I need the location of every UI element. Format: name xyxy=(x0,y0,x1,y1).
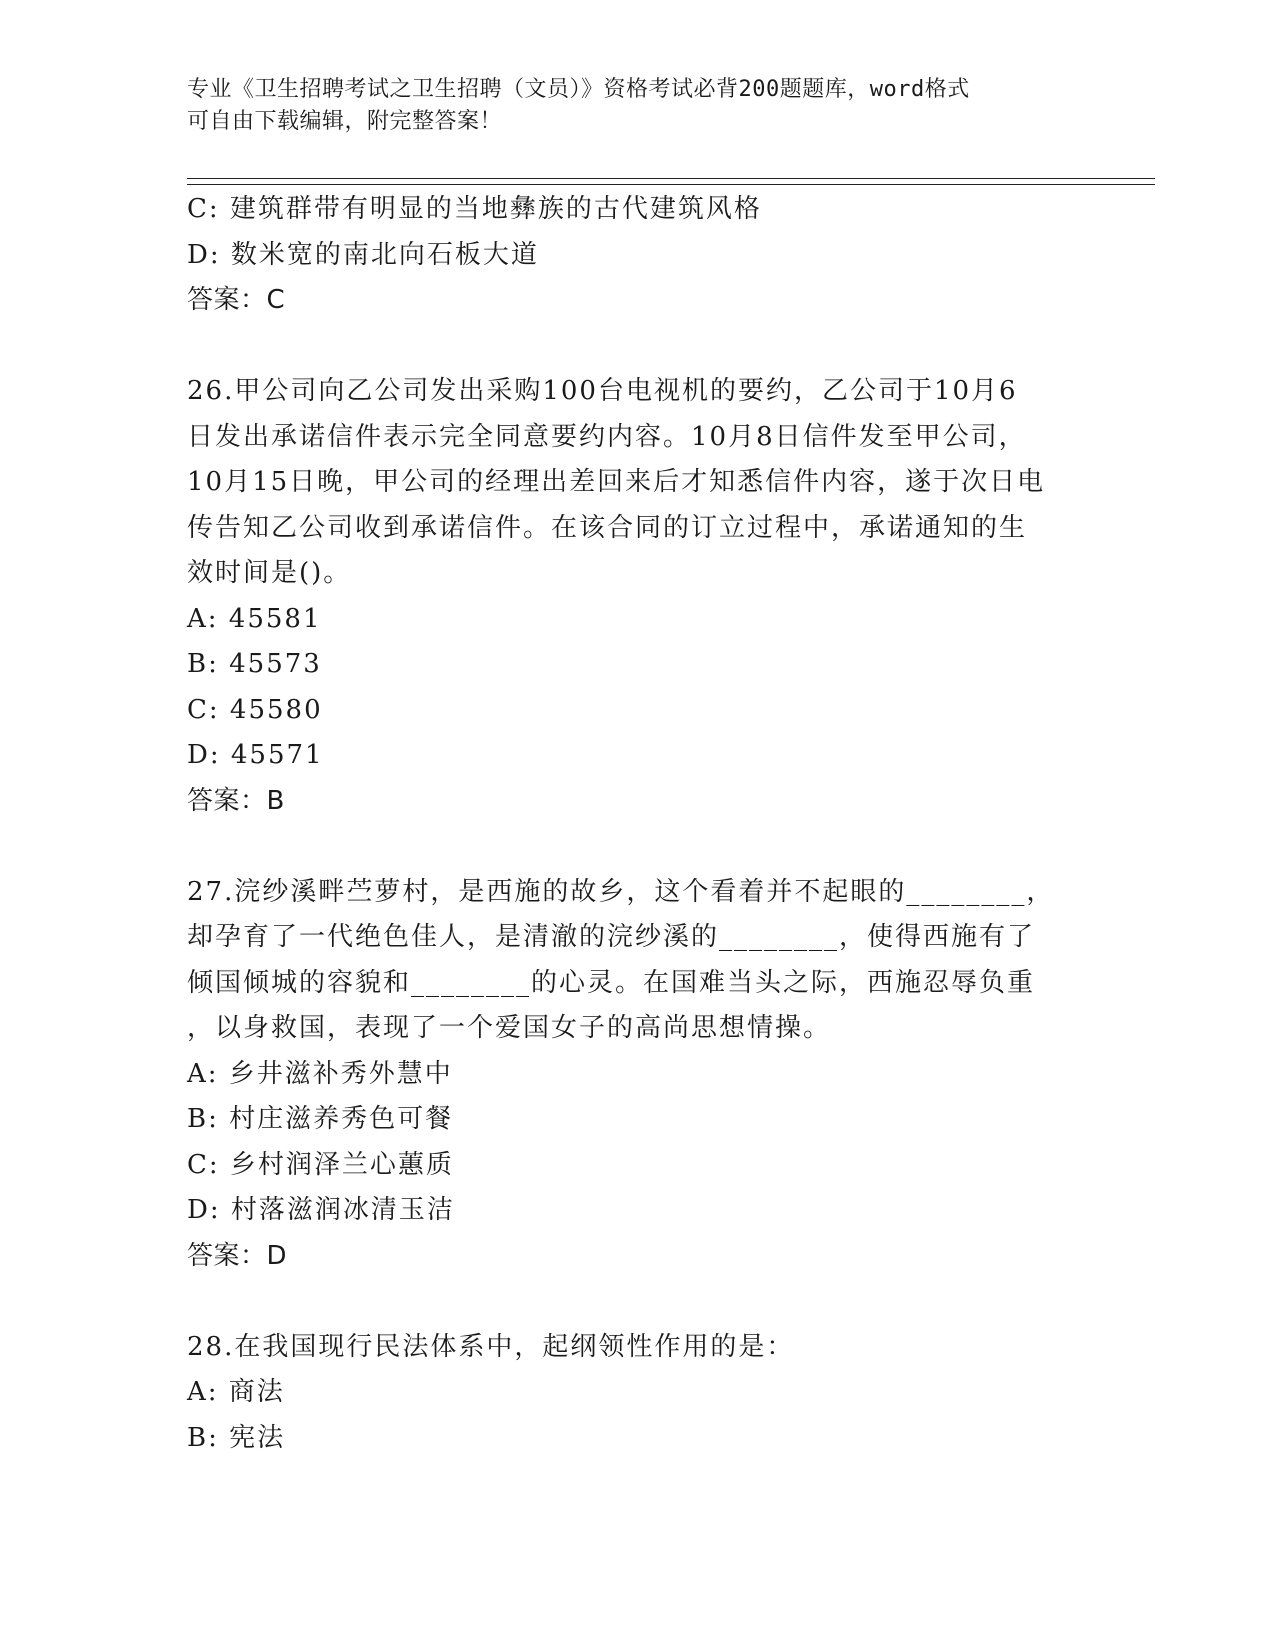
option-d: D: 数米宽的南北向石板大道 xyxy=(187,239,539,270)
question-text-line: 27.浣纱溪畔苎萝村，是西施的故乡，这个看着并不起眼的________， xyxy=(187,876,1055,907)
header-divider-thick xyxy=(187,178,1155,179)
option-b: B: 村庄滋养秀色可餐 xyxy=(187,1104,454,1134)
question-text-line: 倾国倾城的容貌和________的心灵。在国难当头之际，西施忍辱负重 xyxy=(187,967,1036,998)
question-text-line: 却孕育了一代绝色佳人，是清澈的浣纱溪的________，使得西施有了 xyxy=(187,922,1036,952)
question-text-line: 日发出承诺信件表示完全同意要约内容。10月8日信件发至甲公司， xyxy=(187,421,1027,452)
option-a: A: 45581 xyxy=(187,603,322,634)
question-text-line: ，以身救国，表现了一个爱国女子的高尚思想情操。 xyxy=(187,1013,832,1043)
option-d: D: 45571 xyxy=(187,740,324,770)
answer-label: 答案：C xyxy=(187,285,286,315)
answer-label: 答案：B xyxy=(187,785,285,816)
option-d: D: 村落滋润冰清玉洁 xyxy=(187,1195,455,1225)
question-27 xyxy=(187,870,1087,1280)
question-28 xyxy=(187,1325,1087,1462)
question-26 xyxy=(187,369,1087,824)
option-a: A: 乡井滋补秀外慧中 xyxy=(187,1058,453,1089)
option-c: C: 乡村润泽兰心蕙质 xyxy=(187,1149,454,1180)
option-c: C: 建筑群带有明显的当地彝族的古代建筑风格 xyxy=(187,194,762,224)
header-divider-thin xyxy=(187,184,1155,185)
question-spacer xyxy=(187,824,1087,870)
question-spacer xyxy=(187,324,1087,370)
option-c: C: 45580 xyxy=(187,694,323,725)
answer-label: 答案：D xyxy=(187,1240,288,1271)
header-title-line-2: 可自由下载编辑，附完整答案！ xyxy=(187,109,503,134)
question-text-line: 传告知乙公司收到承诺信件。在该合同的订立过程中，承诺通知的生 xyxy=(187,512,1028,543)
question-text-line: 10月15日晚，甲公司的经理出差回来后才知悉信件内容，遂于次日电 xyxy=(187,467,1046,497)
question-25-tail xyxy=(187,187,1087,324)
option-b: B: 宪法 xyxy=(187,1422,286,1453)
question-text-line: 26.甲公司向乙公司发出采购100台电视机的要约，乙公司于10月6 xyxy=(187,376,1018,406)
question-text-line: 效时间是()。 xyxy=(187,558,352,588)
question-list xyxy=(187,187,1087,1461)
document-header xyxy=(187,74,1087,138)
question-spacer xyxy=(187,1279,1087,1325)
option-b: B: 45573 xyxy=(187,649,322,679)
option-a: A: 商法 xyxy=(187,1377,285,1407)
header-title-line-1: 专业《卫生招聘考试之卫生招聘（文员）》资格考试必背200题题库，word格式 xyxy=(187,77,970,102)
question-text-line: 28.在我国现行民法体系中，起纲领性作用的是： xyxy=(187,1331,795,1362)
